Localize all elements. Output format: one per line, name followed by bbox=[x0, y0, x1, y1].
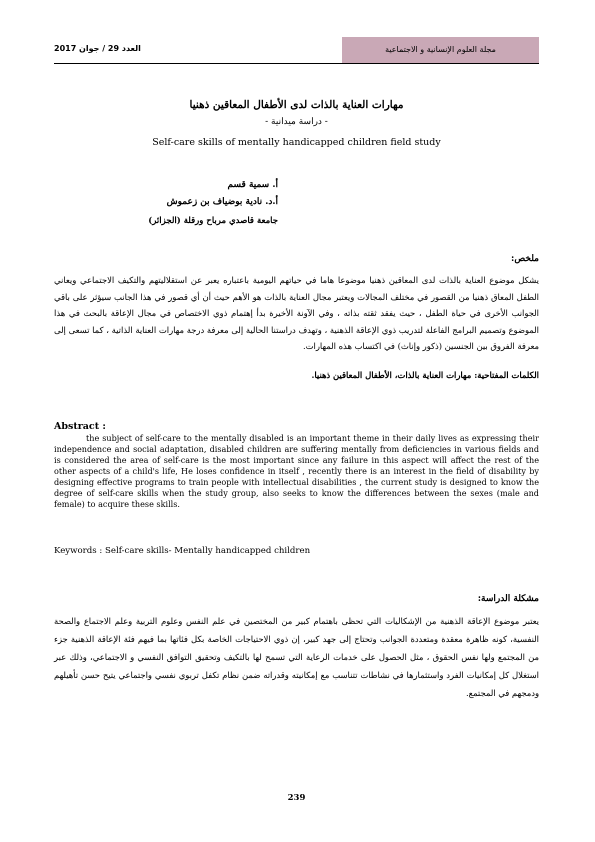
header-rule bbox=[54, 63, 539, 64]
abstract-arabic-heading: ملخص: bbox=[511, 254, 539, 264]
problem-heading: مشكلة الدراسة: bbox=[477, 594, 539, 604]
problem-text: يعتبر موضوع الإعاقة الذهنية من الإشكاليات التي تحظى باهتمام كبير من المختصين في علم النفس وعلوم التربية وعلم الاجتماع والصحة النفسية، كونه ظاهرة معقدة ومتعددة الجوانب وتحتاج إلى جهد كبير، إن ذوي الاحتياجات الخاصة بكل فئاتها بما فيهم فئة الإعاقة الذهنية جزء من المجتمع ولها نفس الحقوق ، مثل الحصول على خدمات الرعاية التي تسمح لها بالتكيف وتحقيق التوافق النفسي و الاجتماعي، وذلك عبر استغلال كل إمكانيات الفرد واستثمارها في نشاطات تتناسب مع إمكانيته وقدراته ضمن نظام تكفل تربوي نفسي واجتماعي يتيح حسن تأهيلهم ودمجهم في المجتمع. bbox=[54, 616, 539, 698]
journal-name: مجلة العلوم الإنسانية و الاجتماعية bbox=[342, 37, 539, 63]
title-arabic: مهارات العناية بالذات لدى الأطفال المعاقين ذهنيا bbox=[189, 99, 404, 111]
keywords-english: Keywords : Self-care skills- Mentally handicapped children bbox=[54, 546, 311, 556]
affiliation: جامعة قاصدي مرباح ورقلة (الجزائر) bbox=[148, 216, 278, 226]
subtitle-arabic: - دراسة ميدانية - bbox=[265, 117, 328, 127]
keywords-arabic: الكلمات المفتاحية: مهارات العناية بالذات، الأطفال المعاقين ذهنيا. bbox=[311, 370, 539, 380]
abstract-arabic-text: يشكل موضوع العناية بالذات لدى المعاقين ذهنيا موضوعا هاما في حياتهم اليومية باعتباره يعبر عن استقلاليتهم والتكيف الاجتماعي ويعاني الطفل المعاق ذهنيا من القصور في مختلف المجالات ويعتبر مجال العناية بالذات هو الأهم حيث أن أي قصور في هذا الجانب سيؤثر على باقي الجوانب الأخرى في حياة الطفل ، حيث يفقد ثقته بذاته ، وفي الآونة الأخيرة بدأ إهتمام ذوي الاختصاص في مجال الإعاقة بالبحث في هذا الموضوع وتصميم البرامج الفاعلة لتدريب ذوي الإعاقة الذهنية ، وتهدف دراستنا الحالية إلى معرفة درجة مهارات العناية الذاتية ، كما تسعى إلى معرفة الفروق بين الجنسين (ذكور وإناث) في اكتساب هذه المهارات. bbox=[54, 275, 539, 351]
issue-info: العدد 29 / جوان 2017 bbox=[54, 44, 141, 53]
author-2: أ.د. نادية بوضياف بن زعموش bbox=[166, 197, 278, 207]
author-1: أ. سمية قسم bbox=[227, 180, 278, 190]
title-english: Self-care skills of mentally handicapped children field study bbox=[152, 137, 441, 148]
page-number: 239 bbox=[287, 793, 306, 803]
abstract-english-text: the subject of self-care to the mentally disabled is an important theme in their daily lives as expressing their independence and social adaptation, disabled children are suffering mentally from deficiencies in various fields and is considered the area of self-care is the most important since any failure in this aspect will affect the rest of the other aspects of a child's life, He loses confidence in itself , recently there is an interest in the field of disability by designing effective programs to train people with intellectual disabilities , the current study is designed to know the degree of self-care skills when the study group, also seeks to know the differences between the sexes (male and female) to acquire these skills. bbox=[54, 433, 539, 509]
abstract-english-heading: Abstract : bbox=[54, 421, 106, 432]
